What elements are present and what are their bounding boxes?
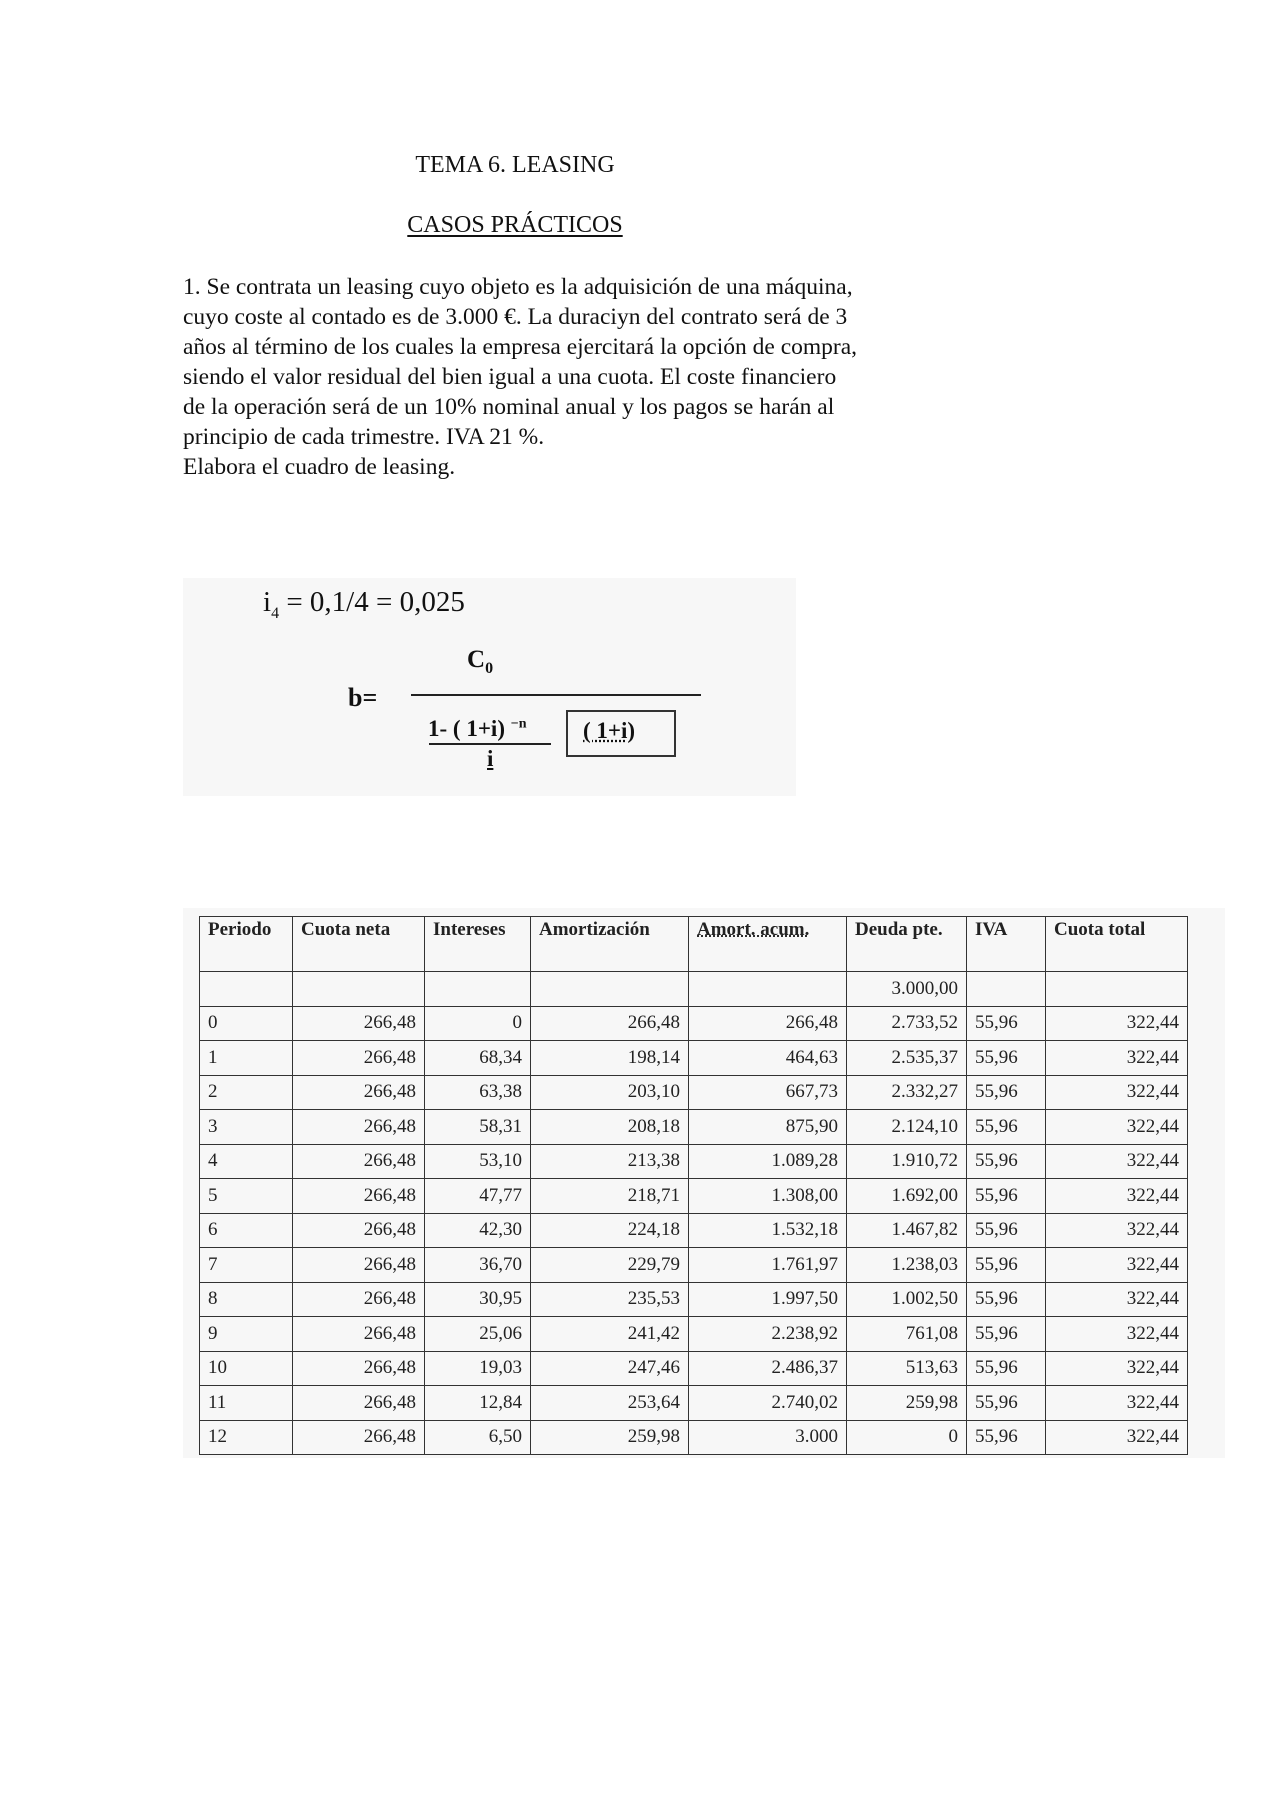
table-cell xyxy=(200,972,293,1007)
table-cell: 8 xyxy=(200,1282,293,1317)
table-row-initial xyxy=(200,972,1188,1007)
table-cell: 322,44 xyxy=(1046,1075,1188,1110)
table-cell: 30,95 xyxy=(425,1282,531,1317)
table-row xyxy=(200,1420,1188,1455)
table-cell: 259,98 xyxy=(847,1386,967,1421)
table-cell: 11 xyxy=(200,1386,293,1421)
table-cell: 2.486,37 xyxy=(689,1351,847,1386)
table-cell: 55,96 xyxy=(967,1144,1046,1179)
table-cell: 1.308,00 xyxy=(689,1179,847,1214)
table-cell: 2 xyxy=(200,1075,293,1110)
table-cell xyxy=(425,972,531,1007)
table-cell: 266,48 xyxy=(293,1213,425,1248)
table-cell: 218,71 xyxy=(531,1179,689,1214)
table-cell: 36,70 xyxy=(425,1248,531,1283)
table-cell: 322,44 xyxy=(1046,1213,1188,1248)
table-cell: 1.997,50 xyxy=(689,1282,847,1317)
exercise-line: años al término de los cuales la empresa ejercitará la opción de compra, xyxy=(183,334,858,360)
table-cell: 42,30 xyxy=(425,1213,531,1248)
table-cell xyxy=(967,972,1046,1007)
table-cell: 266,48 xyxy=(531,1006,689,1041)
table-cell: 5 xyxy=(200,1179,293,1214)
exercise-line: de la operación será de un 10% nominal anual y los pagos se harán al xyxy=(183,394,835,420)
table-cell: 6,50 xyxy=(425,1420,531,1455)
table-cell: 322,44 xyxy=(1046,1144,1188,1179)
prepayment-factor: ( 1+i) xyxy=(583,718,636,743)
instruction-line: Elabora el cuadro de leasing. xyxy=(183,454,456,480)
table-cell: 322,44 xyxy=(1046,1317,1188,1352)
table-cell: 266,48 xyxy=(293,1248,425,1283)
table-cell: 47,77 xyxy=(425,1179,531,1214)
table-cell: 241,42 xyxy=(531,1317,689,1352)
table-cell: 2.740,02 xyxy=(689,1386,847,1421)
header-periodo: Periodo xyxy=(200,917,293,972)
table-cell: 266,48 xyxy=(293,1386,425,1421)
numerator-c0: $C_0$ xyxy=(467,646,494,677)
table-row xyxy=(200,1075,1188,1110)
exercise-line: cuyo coste al contado es de 3.000 €. La duraciyn del contrato será de 3 xyxy=(183,304,848,330)
annuity-term: 1- ( 1+i) $^{-n}$ xyxy=(428,716,527,741)
table-cell: 1.761,97 xyxy=(689,1248,847,1283)
table-cell: 1.089,28 xyxy=(689,1144,847,1179)
table-cell: 55,96 xyxy=(967,1317,1046,1352)
table-cell: 2.238,92 xyxy=(689,1317,847,1352)
table-cell: 55,96 xyxy=(967,1006,1046,1041)
table-cell: 203,10 xyxy=(531,1075,689,1110)
table-cell: 266,48 xyxy=(293,1351,425,1386)
table-cell: 247,46 xyxy=(531,1351,689,1386)
table-cell: 55,96 xyxy=(967,1041,1046,1076)
table-cell: 322,44 xyxy=(1046,1006,1188,1041)
table-cell xyxy=(293,972,425,1007)
table-cell: 2.535,37 xyxy=(847,1041,967,1076)
table-cell: 3.000,00 xyxy=(847,972,967,1007)
table-cell: 1.532,18 xyxy=(689,1213,847,1248)
table-cell: 53,10 xyxy=(425,1144,531,1179)
table-cell: 2.733,52 xyxy=(847,1006,967,1041)
table-cell: 198,14 xyxy=(531,1041,689,1076)
page-title: TEMA 6. LEASING xyxy=(415,152,615,178)
rate-formula: $i_4 = 0,1/4 = 0,025$ xyxy=(263,586,465,622)
table-cell: 266,48 xyxy=(293,1144,425,1179)
table-cell: 9 xyxy=(200,1317,293,1352)
table-row xyxy=(200,1110,1188,1145)
table-cell: 55,96 xyxy=(967,1213,1046,1248)
table-cell: 229,79 xyxy=(531,1248,689,1283)
table-row xyxy=(200,1317,1188,1352)
table-cell: 266,48 xyxy=(293,1282,425,1317)
exercise-line: principio de cada trimestre. IVA 21 %. xyxy=(183,424,545,450)
table-cell: 1.467,82 xyxy=(847,1213,967,1248)
table-header-row xyxy=(200,917,1188,972)
table-cell: 6 xyxy=(200,1213,293,1248)
header-cuota-neta: Cuota neta xyxy=(293,917,425,972)
header-amortizacion: Amortización xyxy=(531,917,689,972)
table-cell: 25,06 xyxy=(425,1317,531,1352)
table-cell: 253,64 xyxy=(531,1386,689,1421)
table-cell: 1.692,00 xyxy=(847,1179,967,1214)
table-row xyxy=(200,1248,1188,1283)
table-cell: 464,63 xyxy=(689,1041,847,1076)
table-row xyxy=(200,1006,1188,1041)
table-cell: 55,96 xyxy=(967,1248,1046,1283)
table-cell: 55,96 xyxy=(967,1075,1046,1110)
table-row xyxy=(200,1282,1188,1317)
table-row xyxy=(200,1351,1188,1386)
exercise-line: siendo el valor residual del bien igual a una cuota. El coste financiero xyxy=(183,364,837,390)
table-cell: 259,98 xyxy=(531,1420,689,1455)
table-cell: 667,73 xyxy=(689,1075,847,1110)
table-cell: 55,96 xyxy=(967,1386,1046,1421)
table-cell: 68,34 xyxy=(425,1041,531,1076)
table-cell: 1.238,03 xyxy=(847,1248,967,1283)
table-cell: 224,18 xyxy=(531,1213,689,1248)
header-intereses: Intereses xyxy=(425,917,531,972)
table-row xyxy=(200,1213,1188,1248)
table-cell: 1.002,50 xyxy=(847,1282,967,1317)
table-cell: 55,96 xyxy=(967,1110,1046,1145)
table-cell: 322,44 xyxy=(1046,1179,1188,1214)
table-cell: 55,96 xyxy=(967,1179,1046,1214)
table-cell: 322,44 xyxy=(1046,1110,1188,1145)
header-cuota-total: Cuota total xyxy=(1046,917,1188,972)
table-cell: 266,48 xyxy=(293,1075,425,1110)
table-cell: 208,18 xyxy=(531,1110,689,1145)
table-row xyxy=(200,1179,1188,1214)
table-row xyxy=(200,1041,1188,1076)
table-cell: 322,44 xyxy=(1046,1041,1188,1076)
section-subtitle: CASOS PRÁCTICOS xyxy=(407,212,623,238)
table-cell: 322,44 xyxy=(1046,1351,1188,1386)
leasing-table-image xyxy=(183,908,1225,1458)
b-label: b= xyxy=(348,683,378,712)
table-cell: 0 xyxy=(847,1420,967,1455)
table-cell: 0 xyxy=(200,1006,293,1041)
header-deuda-pte: Deuda pte. xyxy=(847,917,967,972)
table-cell: 266,48 xyxy=(293,1006,425,1041)
table-row xyxy=(200,1144,1188,1179)
table-cell: 58,31 xyxy=(425,1110,531,1145)
fraction-line xyxy=(411,694,701,696)
leasing-table xyxy=(199,916,1188,1455)
table-cell: 12 xyxy=(200,1420,293,1455)
table-cell: 513,63 xyxy=(847,1351,967,1386)
table-cell: 3 xyxy=(200,1110,293,1145)
table-cell: 875,90 xyxy=(689,1110,847,1145)
formula-image xyxy=(183,578,796,796)
table-cell: 235,53 xyxy=(531,1282,689,1317)
table-cell xyxy=(1046,972,1188,1007)
exercise-line: 1. Se contrata un leasing cuyo objeto es la adquisición de una máquina, xyxy=(183,274,853,300)
table-cell: 3.000 xyxy=(689,1420,847,1455)
table-cell: 322,44 xyxy=(1046,1386,1188,1421)
table-cell: 7 xyxy=(200,1248,293,1283)
table-cell xyxy=(689,972,847,1007)
table-cell: 322,44 xyxy=(1046,1420,1188,1455)
table-row xyxy=(200,1386,1188,1421)
table-cell: 55,96 xyxy=(967,1351,1046,1386)
header-amort-acum: Amort. acum. xyxy=(689,917,847,972)
table-cell: 213,38 xyxy=(531,1144,689,1179)
table-cell: 12,84 xyxy=(425,1386,531,1421)
table-cell: 55,96 xyxy=(967,1282,1046,1317)
table-cell: 266,48 xyxy=(293,1179,425,1214)
table-cell: 266,48 xyxy=(293,1420,425,1455)
table-cell: 761,08 xyxy=(847,1317,967,1352)
table-cell: 1.910,72 xyxy=(847,1144,967,1179)
annuity-fraction-line xyxy=(429,743,551,745)
table-cell: 266,48 xyxy=(689,1006,847,1041)
table-cell xyxy=(531,972,689,1007)
table-cell: 55,96 xyxy=(967,1420,1046,1455)
table-cell: 322,44 xyxy=(1046,1282,1188,1317)
table-cell: 10 xyxy=(200,1351,293,1386)
annuity-denominator: i xyxy=(487,746,494,771)
table-cell: 4 xyxy=(200,1144,293,1179)
table-cell: 266,48 xyxy=(293,1041,425,1076)
table-cell: 1 xyxy=(200,1041,293,1076)
exercise-statement xyxy=(183,272,943,482)
table-cell: 19,03 xyxy=(425,1351,531,1386)
header-iva: IVA xyxy=(967,917,1046,972)
table-cell: 2.332,27 xyxy=(847,1075,967,1110)
table-cell: 266,48 xyxy=(293,1317,425,1352)
table-cell: 0 xyxy=(425,1006,531,1041)
table-cell: 322,44 xyxy=(1046,1248,1188,1283)
table-cell: 266,48 xyxy=(293,1110,425,1145)
table-cell: 63,38 xyxy=(425,1075,531,1110)
table-cell: 2.124,10 xyxy=(847,1110,967,1145)
